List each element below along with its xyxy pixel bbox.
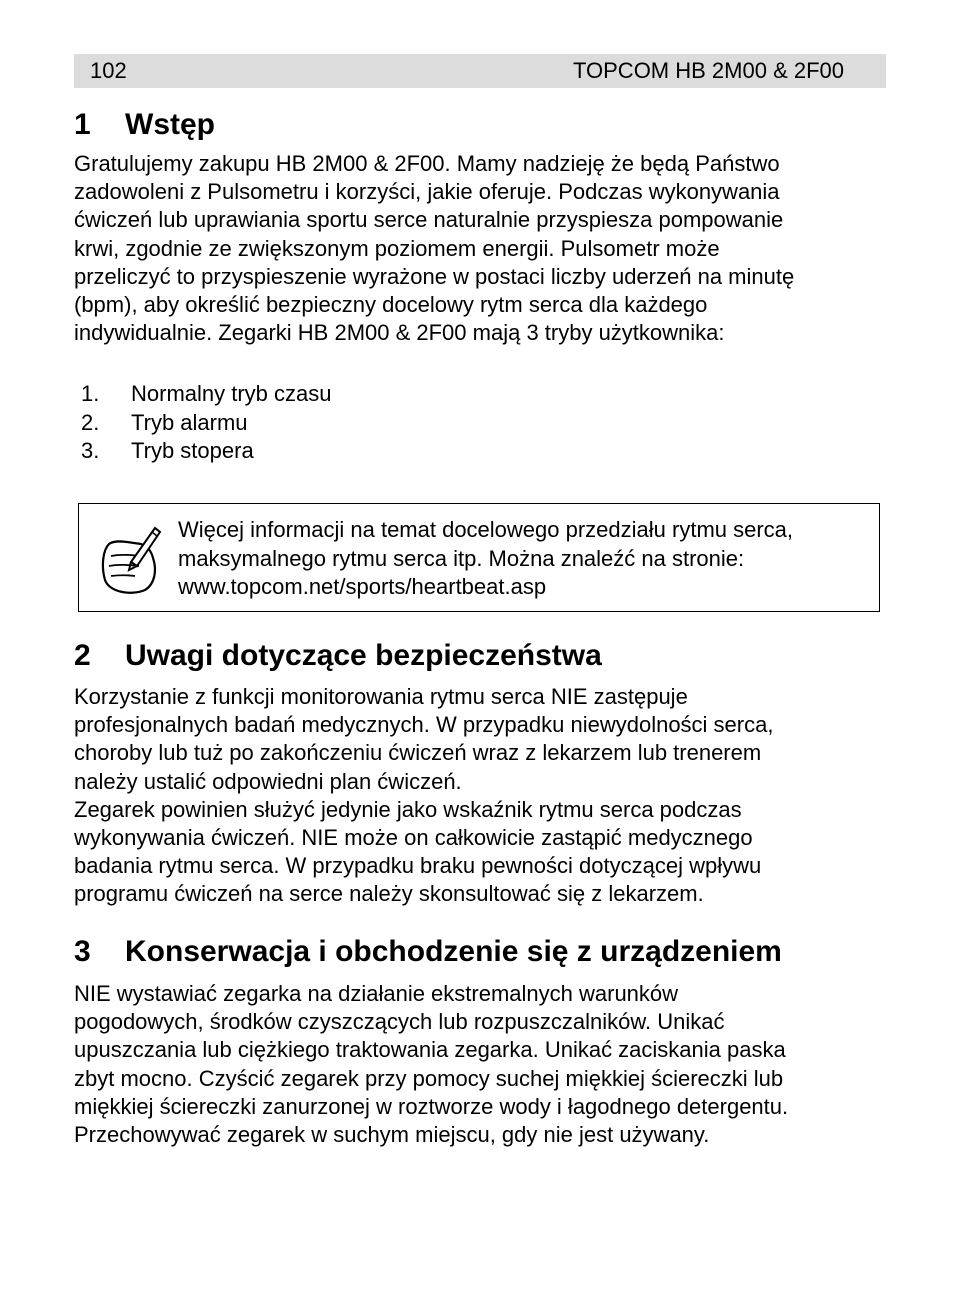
note-text bbox=[178, 516, 793, 602]
text-line: choroby lub tuż po zakończeniu ćwiczeń wraz z lekarzem lub trenerem bbox=[74, 740, 762, 766]
section-title: Uwagi dotyczące bezpieczeństwa bbox=[125, 639, 602, 672]
list-text: Tryb stopera bbox=[131, 438, 254, 463]
section-title: Konserwacja i obchodzenie się z urządzeniem bbox=[125, 935, 782, 968]
text-line: Korzystanie z funkcji monitorowania rytmu serca NIE zastępuje bbox=[74, 684, 688, 709]
text-line: upuszczania lub ciężkiego traktowania zegarka. Unikać zaciskania paska bbox=[74, 1037, 786, 1063]
text-line: Przechowywać zegarek w suchym miejscu, gdy nie jest używany. bbox=[74, 1122, 710, 1148]
section-number: 1 bbox=[74, 108, 91, 141]
section-title: Wstęp bbox=[125, 108, 215, 141]
section-number: 3 bbox=[74, 935, 91, 968]
text-line: ćwiczeń lub uprawiania sportu serce naturalnie przyspiesza pompowanie bbox=[74, 207, 784, 233]
note-pencil-icon bbox=[97, 522, 163, 598]
list-number: 3. bbox=[81, 438, 100, 463]
text-line: maksymalnego rytmu serca itp. Można znaleźć na stronie: bbox=[178, 545, 745, 571]
text-line: krwi, zgodnie ze zwiększonym poziomem energii. Pulsometr może bbox=[74, 235, 720, 261]
info-note-box bbox=[78, 503, 880, 612]
list-text: Tryb alarmu bbox=[131, 409, 248, 435]
text-line: wykonywania ćwiczeń. NIE może on całkowicie zastąpić medycznego bbox=[74, 825, 753, 851]
text-line: zbyt mocno. Czyścić zegarek przy pomocy suchej miękkiej ściereczki lub bbox=[74, 1065, 784, 1091]
section-2-paragraph bbox=[74, 683, 894, 909]
text-line: (bpm), aby określić bezpieczny docelowy rytm serca dla każdego bbox=[74, 292, 708, 318]
text-line: profesjonalnych badań medycznych. W przypadku niewydolności serca, bbox=[74, 712, 774, 738]
list-number: 2. bbox=[81, 409, 100, 435]
page-number: 102 bbox=[90, 58, 127, 83]
section-number: 2 bbox=[74, 639, 91, 672]
text-line: należy ustalić odpowiedni plan ćwiczeń. bbox=[74, 768, 462, 794]
list-item bbox=[81, 409, 332, 438]
text-line: Gratulujemy zakupu HB 2M00 & 2F00. Mamy nadzieję że będą Państwo bbox=[74, 151, 780, 176]
text-line: miękkiej ściereczki zanurzonej w roztworze wody i łagodnego detergentu. bbox=[74, 1093, 789, 1119]
text-line: NIE wystawiać zegarka na działanie ekstremalnych warunków bbox=[74, 981, 679, 1006]
section-1-paragraph bbox=[74, 150, 894, 347]
section-heading-1 bbox=[74, 107, 215, 143]
text-line: przeliczyć to przyspieszenie wyrażone w postaci liczby uderzeń na minutę bbox=[74, 263, 795, 289]
section-heading-3 bbox=[74, 934, 782, 970]
text-line: pogodowych, środków czyszczących lub rozpuszczalników. Unikać bbox=[74, 1009, 725, 1035]
list-number: 1. bbox=[81, 381, 100, 406]
text-line: indywidualnie. Zegarki HB 2M00 & 2F00 mają 3 tryby użytkownika: bbox=[74, 320, 725, 346]
list-item bbox=[81, 380, 332, 409]
section-heading-2 bbox=[74, 638, 602, 674]
page-header bbox=[74, 54, 886, 88]
text-line: programu ćwiczeń na serce należy skonsultować się z lekarzem. bbox=[74, 881, 704, 907]
text-line: badania rytmu serca. W przypadku braku pewności dotyczącej wpływu bbox=[74, 853, 762, 879]
modes-list bbox=[81, 380, 332, 466]
text-line: zadowoleni z Pulsometru i korzyści, jakie oferuje. Podczas wykonywania bbox=[74, 179, 780, 205]
list-item bbox=[81, 437, 332, 466]
text-line: Więcej informacji na temat docelowego przedziału rytmu serca, bbox=[178, 517, 794, 542]
text-line: Zegarek powinien służyć jedynie jako wskaźnik rytmu serca podczas bbox=[74, 796, 742, 822]
list-text: Normalny tryb czasu bbox=[131, 381, 332, 406]
text-line: www.topcom.net/sports/heartbeat.asp bbox=[178, 574, 547, 599]
section-3-paragraph bbox=[74, 980, 894, 1149]
product-name: TOPCOM HB 2M00 & 2F00 bbox=[572, 58, 844, 83]
